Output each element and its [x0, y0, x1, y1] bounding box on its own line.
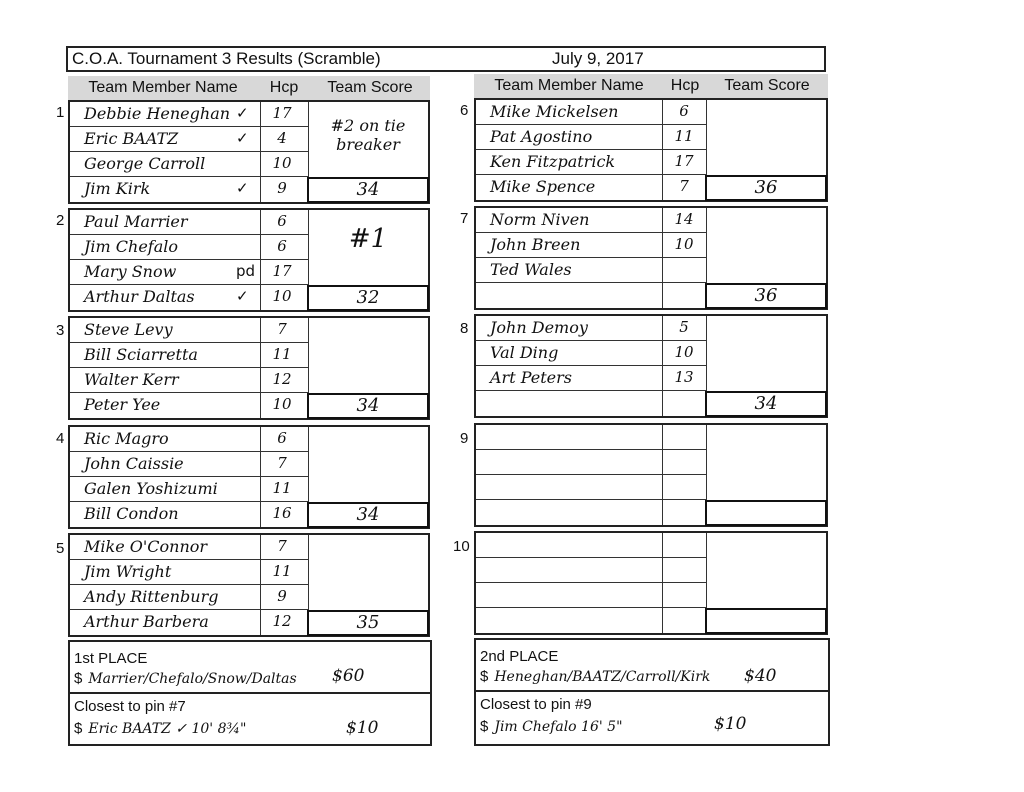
member-row: [70, 177, 308, 202]
check-mark: ✓: [236, 287, 249, 305]
member-name: Pat Agostino: [490, 127, 593, 146]
member-hcp: 11: [272, 345, 292, 363]
member-name: John Caissie: [84, 454, 184, 473]
member-name: Debbie Heneghan: [84, 104, 231, 123]
member-name: Arthur Daltas: [84, 287, 195, 306]
member-name: Jim Kirk: [84, 179, 151, 198]
member-name: Ted Wales: [490, 260, 572, 279]
team-number: 5: [56, 540, 65, 557]
second-place-names: Heneghan/BAATZ/Carroll/Kirk: [494, 669, 711, 685]
member-name: Arthur Barbera: [84, 612, 209, 631]
member-row: [70, 452, 308, 477]
member-row: [70, 585, 308, 610]
member-row: [476, 475, 706, 500]
member-hcp: 10: [272, 395, 292, 413]
member-row: [476, 316, 706, 341]
member-name: Norm Niven: [490, 210, 590, 229]
team-score-box: [705, 500, 827, 526]
team-note: #1: [348, 224, 388, 254]
member-row: [476, 391, 706, 416]
member-row: [476, 125, 706, 150]
member-hcp: 17: [272, 104, 292, 122]
second-place-label: 2nd PLACE: [480, 648, 559, 665]
member-name: Mary Snow: [84, 262, 177, 281]
member-hcp: 6: [277, 237, 287, 255]
member-row: [476, 583, 706, 608]
second-place-currency: $: [480, 668, 489, 685]
team-score-box: 36: [705, 283, 827, 309]
member-hcp: 12: [272, 612, 292, 630]
member-hcp: 7: [277, 454, 287, 472]
team-score-box: 36: [705, 175, 827, 201]
team-number: 7: [460, 210, 469, 227]
team-score-box: 34: [307, 177, 429, 203]
team-number: 1: [56, 104, 65, 121]
member-row: [476, 533, 706, 558]
member-name: Galen Yoshizumi: [84, 479, 218, 498]
member-row: [476, 208, 706, 233]
pin9-names: Jim Chefalo 16' 5": [494, 719, 623, 735]
member-row: [476, 450, 706, 475]
member-row: [70, 368, 308, 393]
member-row: [70, 560, 308, 585]
team-number: 4: [56, 430, 65, 447]
team-score-box: 34: [705, 391, 827, 417]
member-name: Eric BAATZ: [84, 129, 179, 148]
title-bar: [66, 46, 826, 72]
member-row: [70, 477, 308, 502]
member-hcp: 13: [674, 368, 694, 386]
member-row: [476, 500, 706, 525]
member-name: George Carroll: [84, 154, 206, 173]
team-score-box: 34: [307, 502, 429, 528]
left-column-header: [68, 76, 430, 100]
team-block-4: [68, 425, 430, 529]
member-name: Peter Yee: [84, 395, 161, 414]
check-mark: ✓: [236, 129, 249, 147]
pin7-amount: $10: [346, 718, 379, 738]
member-row: [476, 258, 706, 283]
member-hcp: 11: [272, 562, 292, 580]
member-name: John Demoy: [490, 318, 588, 337]
member-hcp: 10: [272, 287, 292, 305]
member-hcp: 7: [679, 177, 689, 195]
pin7-names: Eric BAATZ ✓ 10' 8¾": [88, 721, 247, 737]
member-row: [70, 610, 308, 635]
pin9-amount: $10: [714, 714, 747, 734]
member-row: [476, 100, 706, 125]
team-number: 8: [460, 320, 469, 337]
member-hcp: 6: [679, 102, 689, 120]
team-block-7: [474, 206, 828, 310]
member-hcp: 11: [674, 127, 694, 145]
member-row: [476, 608, 706, 633]
member-row: [70, 235, 308, 260]
member-name: Bill Sciarretta: [84, 345, 198, 364]
member-row: [476, 341, 706, 366]
header-name: Team Member Name: [494, 77, 644, 94]
first-place-box: [68, 640, 432, 746]
member-hcp: 4: [277, 129, 287, 147]
member-row: [70, 260, 308, 285]
right-column-header: [474, 74, 828, 98]
team-block-10: [474, 531, 828, 635]
member-name: Ken Fitzpatrick: [490, 152, 616, 171]
member-hcp: 11: [272, 479, 292, 497]
header-hcp: Hcp: [269, 79, 299, 96]
member-hcp: 17: [272, 262, 292, 280]
member-hcp: 14: [674, 210, 694, 228]
member-row: [70, 318, 308, 343]
member-name: Steve Levy: [84, 320, 173, 339]
first-place-label: 1st PLACE: [74, 650, 148, 667]
team-block-8: [474, 314, 828, 418]
team-block-2: [68, 208, 430, 312]
pin9-label: Closest to pin #9: [480, 696, 592, 713]
team-number: 9: [460, 430, 469, 447]
member-hcp: 12: [272, 370, 292, 388]
team-note: #2 on tie breaker: [330, 116, 406, 154]
member-row: [70, 343, 308, 368]
member-hcp: 6: [277, 429, 287, 447]
member-row: [70, 210, 308, 235]
member-name: Mike O'Connor: [84, 537, 208, 556]
check-mark: ✓: [236, 104, 249, 122]
member-hcp: 5: [679, 318, 689, 336]
member-name: Walter Kerr: [84, 370, 179, 389]
member-row: [476, 175, 706, 200]
team-block-9: [474, 423, 828, 527]
member-hcp: 6: [277, 212, 287, 230]
header-score: Team Score: [724, 77, 810, 94]
member-hcp: 10: [674, 235, 694, 253]
member-hcp: 9: [277, 587, 287, 605]
member-row: [70, 152, 308, 177]
member-row: [70, 127, 308, 152]
member-row: [476, 366, 706, 391]
member-hcp: 7: [277, 320, 287, 338]
member-row: [476, 150, 706, 175]
member-hcp: 10: [674, 343, 694, 361]
check-mark: pd: [236, 262, 256, 280]
team-score-box: 35: [307, 610, 429, 636]
team-score-box: 32: [307, 285, 429, 311]
member-hcp: 10: [272, 154, 292, 172]
member-row: [476, 233, 706, 258]
member-hcp: 7: [277, 537, 287, 555]
team-score-box: [705, 608, 827, 634]
header-hcp: Hcp: [670, 77, 700, 94]
pin7-label: Closest to pin #7: [74, 698, 186, 715]
member-name: Andy Rittenburg: [84, 587, 219, 606]
team-block-1: [68, 100, 430, 204]
member-row: [70, 427, 308, 452]
member-name: Bill Condon: [84, 504, 179, 523]
team-number: 10: [453, 538, 470, 555]
member-name: John Breen: [490, 235, 581, 254]
member-row: [70, 393, 308, 418]
first-place-names: Marrier/Chefalo/Snow/Daltas: [88, 671, 297, 687]
first-place-currency: $: [74, 670, 83, 687]
member-row: [70, 535, 308, 560]
page-title: C.O.A. Tournament 3 Results (Scramble): [72, 49, 381, 68]
member-name: Jim Chefalo: [84, 237, 179, 256]
member-name: Val Ding: [490, 343, 559, 362]
team-block-6: [474, 98, 828, 202]
team-block-5: [68, 533, 430, 637]
member-name: Mike Mickelsen: [490, 102, 619, 121]
header-score: Team Score: [327, 79, 413, 96]
check-mark: ✓: [236, 179, 249, 197]
member-hcp: 9: [277, 179, 287, 197]
member-row: [70, 285, 308, 310]
member-name: Mike Spence: [490, 177, 596, 196]
member-name: Paul Marrier: [84, 212, 188, 231]
member-row: [70, 502, 308, 527]
member-row: [70, 102, 308, 127]
team-score-box: 34: [307, 393, 429, 419]
team-number: 2: [56, 212, 65, 229]
member-hcp: 16: [272, 504, 292, 522]
tournament-date: July 9, 2017: [552, 49, 644, 68]
second-place-box: [474, 638, 830, 746]
member-row: [476, 558, 706, 583]
member-name: Jim Wright: [84, 562, 172, 581]
member-row: [476, 425, 706, 450]
team-number: 6: [460, 102, 469, 119]
pin7-currency: $: [74, 720, 83, 737]
second-place-amount: $40: [744, 666, 777, 686]
member-hcp: 17: [674, 152, 694, 170]
header-name: Team Member Name: [88, 79, 238, 96]
first-place-amount: $60: [332, 666, 365, 686]
member-row: [476, 283, 706, 308]
pin9-currency: $: [480, 718, 489, 735]
team-number: 3: [56, 322, 65, 339]
member-name: Art Peters: [490, 368, 572, 387]
member-name: Ric Magro: [84, 429, 169, 448]
team-block-3: [68, 316, 430, 420]
